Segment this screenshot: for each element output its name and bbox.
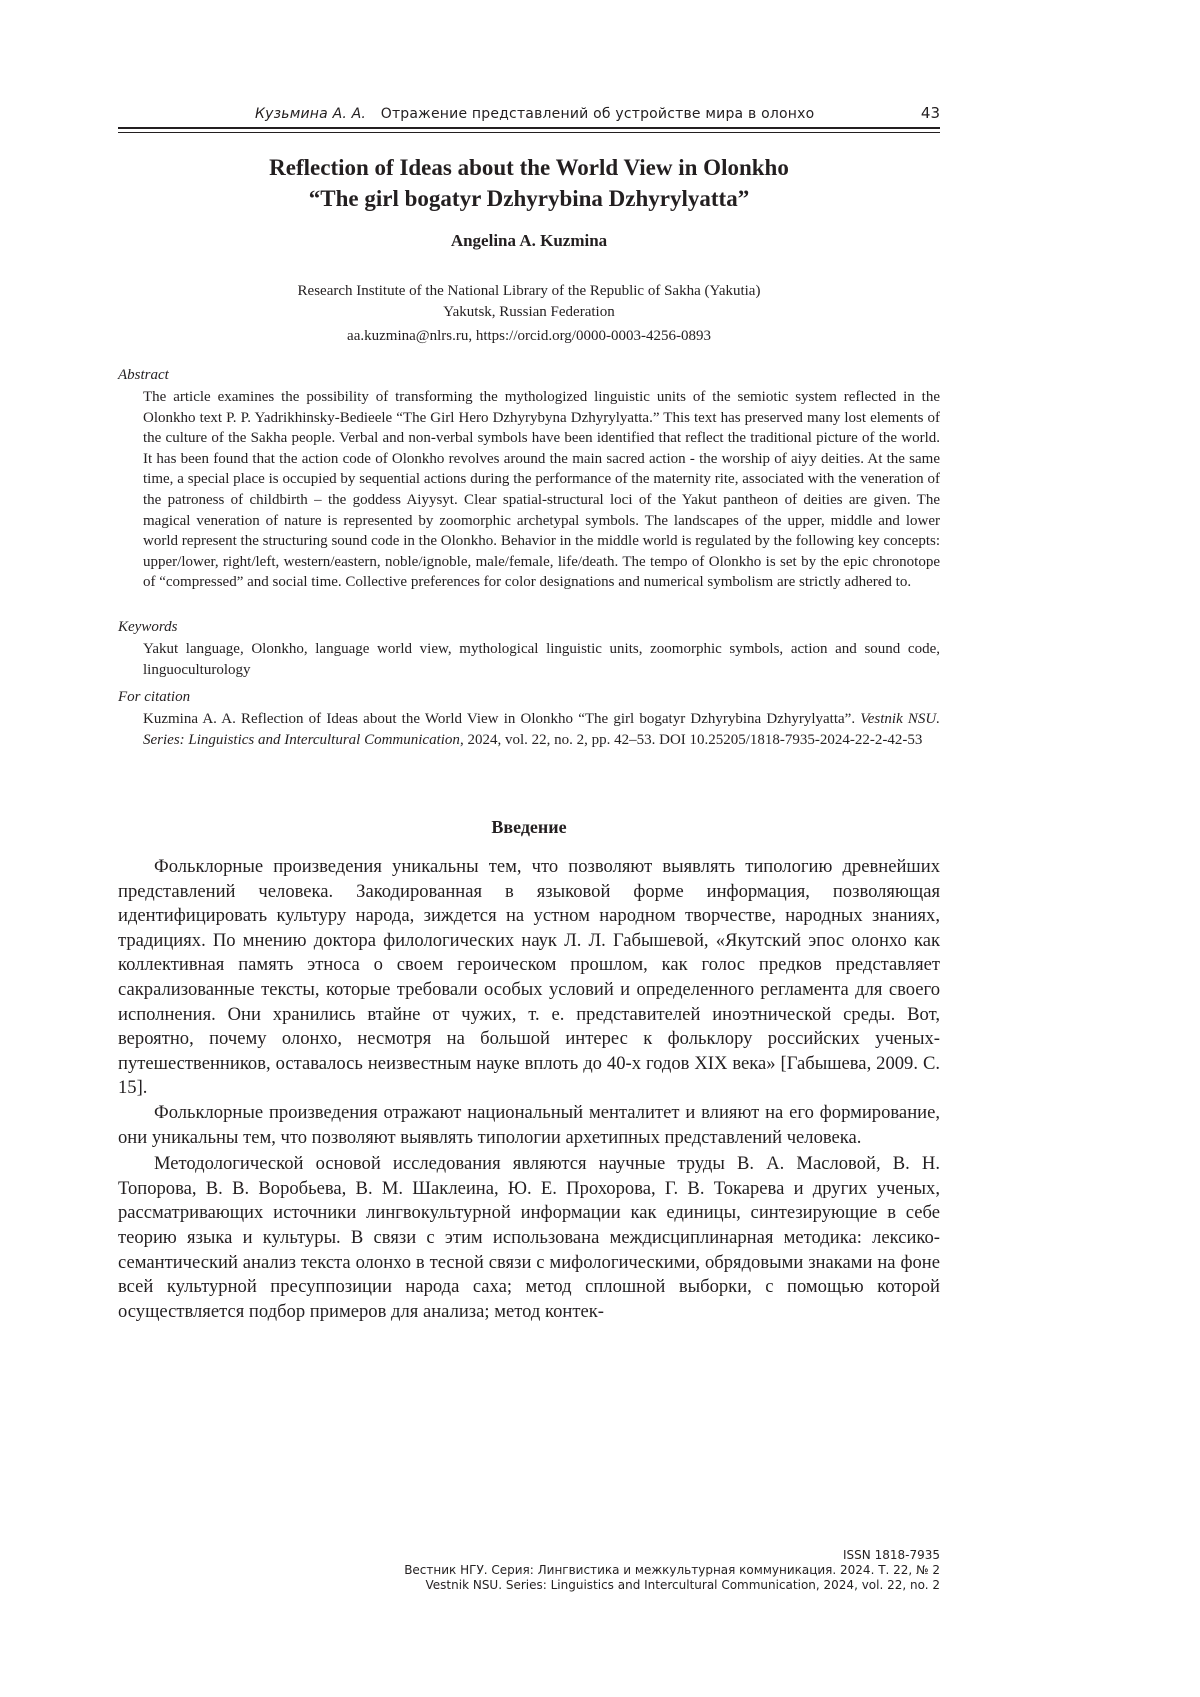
header-rule-thin [118,132,940,133]
header-rule-thick [118,127,940,129]
footer-journal-ru: Вестник НГУ. Серия: Лингвистика и межкультурная коммуникация. 2024. Т. 22, № 2 [404,1563,940,1578]
page-number: 43 [921,104,940,122]
section-heading: Введение [118,817,940,838]
author-name: Angelina A. Kuzmina [118,231,940,251]
header-running-title: Отражение представлений об устройстве мира в олонхо [381,106,815,122]
keywords-label: Keywords [118,619,177,636]
paragraph: Фольклорные произведения отражают национальный менталитет и влияют на его формирование, они уникальны тем, что позволяют выявлять типологии архетипных представлений человека. [118,1101,940,1150]
affiliation-line: Yakutsk, Russian Federation [118,302,940,323]
title-line: Reflection of Ideas about the World View in Olonkho [118,152,940,183]
running-header [118,104,940,126]
keywords-text: Yakut language, Olonkho, language world view, mythological linguistic units, zoomorphic symbols, action and sound code, linguoculturology [143,639,940,680]
citation-label: For citation [118,689,190,706]
header-author: Кузьмина А. А. [255,106,366,122]
author-contacts: aa.kuzmina@nlrs.ru, https://orcid.org/0000-0003-4256-0893 [118,328,940,345]
citation-text: Kuzmina A. A. Reflection of Ideas about the World View in Olonkho “The girl bogatyr Dzhyrybina Dzhyrylyatta”. Vestnik NSU. Series: Linguistics and Intercultural Communication, 2024, vol. 22, no. 2, pp. 42–53. DOI 10.25205/1818-7935-2024-22-2-42-53 [143,709,940,750]
body-text [118,855,940,1324]
affiliation-line: Research Institute of the National Library of the Republic of Sakha (Yakutia) [118,281,940,302]
affiliation [118,281,940,323]
page-footer [404,1548,940,1593]
abstract-label: Abstract [118,367,169,384]
paragraph: Фольклорные произведения уникальны тем, что позволяют выявлять типологию древнейших представлений человека. Закодированная в языковой форме информация, позволяющая идентифицировать культуру народа, зиждется на устном народном творчестве, народных знаниях, традициях. По мнению доктора филологических наук Л. Л. Габышевой, «Якутский эпос олонхо как коллективная память этноса о своем героическом прошлом, как голос предков представляет сакрализованные тексты, которые требовали особых условий и определенного регламента для своего исполнения. Они хранились втайне от чужих, т. е. представителей иноэтнической среды. Вот, вероятно, почему олонхо, несмотря на большой интерес к фольклору российских ученых-путешественников, оставалось неизвестным науке вплоть до 40-х годов XIX века» [Габышева, 2009. С. 15]. [118,855,940,1101]
citation-journal: Vestnik NSU. Series: Linguistics and Intercultural Communication [143,711,940,748]
paragraph: Методологической основой исследования являются научные труды В. А. Масловой, В. Н. Топорова, В. В. Воробьева, В. М. Шаклеина, Ю. Е. Прохорова, Г. В. Токарева и других ученых, рассматривающих источники лингвокультурной информации как единицы, синтезирующие в себе теорию языка и культуры. В связи с этим использована междисциплинарная методика: лексико-семантический анализ текста олонхо в тесной связи с мифологическими, обрядовыми знаками на фоне всей культурной пресуппозиции народа саха; метод сплошной выборки, с помощью которой осуществляется подбор примеров для анализа; метод контек- [118,1152,940,1324]
footer-journal-en: Vestnik NSU. Series: Linguistics and Intercultural Communication, 2024, vol. 22, no. 2 [404,1578,940,1593]
footer-issn: ISSN 1818-7935 [404,1548,940,1563]
title-line: “The girl bogatyr Dzhyrybina Dzhyrylyatta” [118,183,940,214]
abstract-text: The article examines the possibility of transforming the mythologized linguistic units of the semiotic system reflected in the Olonkho text P. P. Yadrikhinsky-Bedieele “The Girl Hero Dzhyrybyna Dzhyrylyatta.” This text has preserved many lost elements of the culture of the Sakha people. Verbal and non-verbal symbols have been identified that reflect the traditional picture of the world. It has been found that the action code of Olonkho revolves around the main sacred action - the worship of aiyy deities. At the same time, a special place is occupied by sequential actions during the performance of the maternity rite, associated with the veneration of the patroness of childbirth – the goddess Aiyysyt. Clear spatial-structural loci of the Yakut pantheon of deities are given. The magical veneration of nature is represented by zoomorphic archetypal symbols. The landscapes of the upper, middle and lower world represent the structuring sound code in the Olonkho. Behavior in the middle world is regulated by the following key concepts: upper/lower, right/left, western/eastern, noble/ignoble, male/female, life/death. The tempo of Olonkho is set by the epic chronotope of “compressed” and social time. Collective preferences for color designations and numerical symbolism are strictly adhered to. [143,387,940,593]
article-title [118,152,940,214]
